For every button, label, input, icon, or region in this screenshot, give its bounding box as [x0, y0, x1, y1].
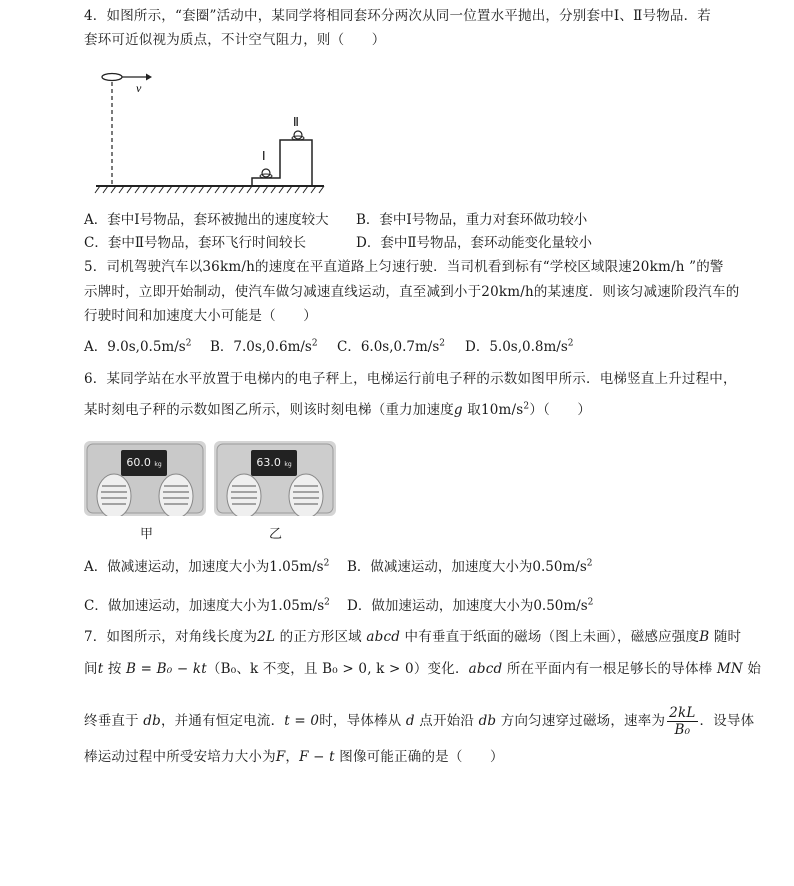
q6-stem-line1: 6．某同学站在水平放置于电梯内的电子秤上，电梯运行前电子秤的示数如图甲所示．电梯竖直上升过程中，: [84, 371, 737, 387]
q5-option-d[interactable]: D．$5.0s,0.8m/s^2$: [465, 338, 574, 355]
scale-display-yi: 63.0 kg: [251, 450, 297, 476]
velocity-label: v: [136, 81, 142, 95]
q5-stem-line1: 5．司机驾驶汽车以36km/h的速度在平直道路上匀速行驶．当司机看到标有“学校区域限速20km/h ”的警: [84, 259, 724, 275]
caption-yi: 乙: [269, 527, 283, 542]
q6-option-d[interactable]: D．做加速运动，加速度大小为$0.50m/s^2$: [347, 597, 594, 614]
q4-figure: [92, 62, 332, 196]
q4-stem-line1: 4．如图所示，“套圈”活动中，某同学将相同套环分两次从同一位置水平抛出，分别套中Ⅰ、Ⅱ号物品．若: [84, 8, 711, 24]
q5-option-c[interactable]: C．$6.0s,0.7m/s^2$: [337, 338, 445, 355]
q7-stem-line4: 棒运动过程中所受安培力大小为F，F − t 图像可能正确的是（ ）: [84, 749, 504, 765]
q5-option-b[interactable]: B．$7.0s,0.6m/s^2$: [210, 338, 318, 355]
q6-stem-line2: 某时刻电子秤的示数如图乙所示，则该时刻电梯（重力加速度g 取$10m/s^2$）（ ）: [84, 401, 592, 418]
q4-option-d[interactable]: D．套中Ⅱ号物品，套环动能变化量较小: [356, 235, 592, 251]
scale-photo-jia: [84, 441, 206, 516]
q6-option-c[interactable]: C．做加速运动，加速度大小为$1.05m/s^2$: [84, 597, 330, 614]
caption-jia: 甲: [140, 527, 154, 542]
q6-option-b[interactable]: B．做减速运动，加速度大小为$0.50m/s^2$: [347, 558, 593, 575]
q4-option-b[interactable]: B．套中Ⅰ号物品，重力对套环做功较小: [356, 212, 588, 228]
q7-stem-line3: 终垂直于 db，并通有恒定电流．t = 0时，导体棒从 d 点开始沿 db 方向匀速穿过磁场，速率为 $\frac{2kL}{\text{B₀}}$ ．设导体: [84, 705, 755, 738]
q5-stem-line2: 示牌时，立即开始制动，使汽车做匀减速直线运动，直至减到小于20km/h的某速度．则该匀减速阶段汽车的: [84, 284, 740, 300]
scale-display-jia: 60.0 kg: [121, 450, 167, 476]
q4-option-a[interactable]: A．套中Ⅰ号物品，套环被抛出的速度较大: [84, 212, 329, 228]
q4-option-c[interactable]: C．套中Ⅱ号物品，套环飞行时间较长: [84, 235, 307, 251]
scale-photo-yi: [214, 441, 336, 516]
q6-option-a[interactable]: A．做减速运动，加速度大小为$1.05m/s^2$: [84, 558, 330, 575]
q7-stem-line1: 7．如图所示，对角线长度为2L 的正方形区域 abcd 中有垂直于纸面的磁场（图上未画），磁感应强度B 随时: [84, 629, 742, 645]
ring-icon: [102, 74, 122, 81]
q7-stem-line2: 间t 按 B = B₀ − kt（B₀、k 不变，且 B₀ > 0, k > 0）变化．abcd 所在平面内有一根足够长的导体棒 MN 始: [84, 661, 762, 677]
item-I-label: Ⅰ: [262, 149, 266, 163]
q5-option-a[interactable]: A．$9.0s,0.5m/s^2$: [84, 338, 192, 355]
item-II-label: Ⅱ: [293, 115, 299, 129]
q5-stem-line3: 行驶时间和加速度大小可能是（ ）: [84, 308, 317, 324]
q4-stem-line2: 套环可近似视为质点，不计空气阻力，则（ ）: [84, 32, 386, 48]
speed-fraction: $\frac{2kL}{\text{B₀}}$: [669, 705, 696, 738]
